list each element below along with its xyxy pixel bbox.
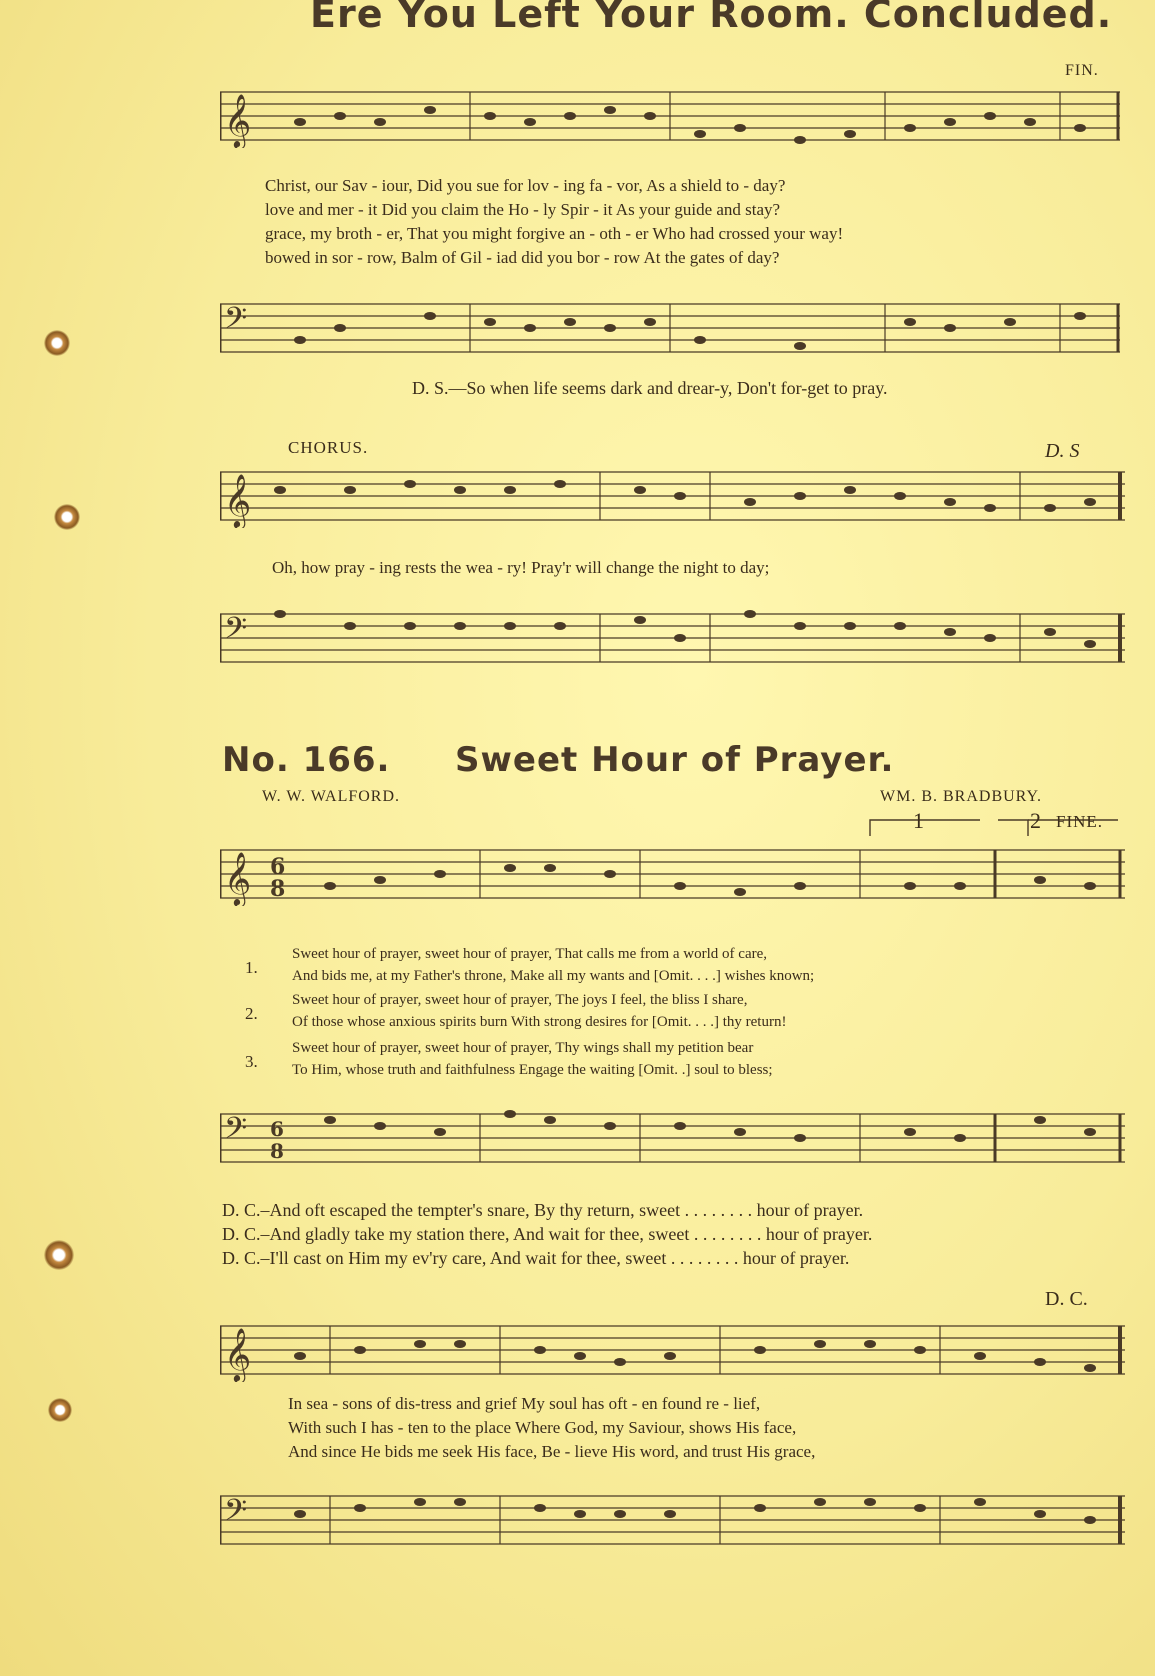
- svg-text:8: 8: [270, 876, 286, 902]
- composer: WM. B. BRADBURY.: [880, 788, 1042, 805]
- fine-mark-2: FINE.: [1056, 812, 1104, 831]
- svg-text:𝄢: 𝄢: [224, 1112, 248, 1153]
- verse-line: love and mer - it Did you claim the Ho - ly Spir - it As your guide and stay?: [265, 200, 781, 219]
- ds-mark: D. S: [1045, 440, 1080, 462]
- svg-text:𝄞: 𝄞: [224, 473, 252, 527]
- dc-line: D. C.–I'll cast on Him my ev'ry care, And wait for thee, sweet . . . . . . . . hour of prayer.: [222, 1248, 850, 1268]
- verse-number: 3.: [245, 1052, 258, 1071]
- ending-1: 1: [913, 808, 924, 833]
- svg-text:𝄞: 𝄞: [224, 851, 252, 905]
- chorus-label: CHORUS.: [288, 438, 369, 457]
- verse-line: Sweet hour of prayer, sweet hour of prayer, That calls me from a world of care,: [292, 946, 768, 962]
- binder-hole: [44, 330, 70, 356]
- verse-line: Sweet hour of prayer, sweet hour of prayer, Thy wings shall my petition bear: [292, 1040, 754, 1056]
- verse-number: 2.: [245, 1004, 258, 1023]
- verse-number: 1.: [245, 958, 258, 977]
- svg-text:𝄞: 𝄞: [224, 93, 252, 147]
- bass-staff-4: [220, 1492, 1125, 1552]
- verse-line: To Him, whose truth and faithfulness Engage the waiting [Omit. .] soul to bless;: [292, 1062, 773, 1078]
- svg-text:𝄢: 𝄢: [224, 1494, 248, 1535]
- bass-staff-2: [220, 610, 1125, 670]
- treble-staff-2: [220, 468, 1125, 528]
- dc-line: D. C.–And oft escaped the tempter's snare, By thy return, sweet . . . . . . . . hour of prayer.: [222, 1200, 864, 1220]
- svg-text:6: 6: [270, 854, 286, 880]
- verse-line: bowed in sor - row, Balm of Gil - iad did you bor - row At the gates of day?: [265, 248, 780, 267]
- treble-staff-4: [220, 1322, 1125, 1382]
- verse-line: grace, my broth - er, That you might forgive an - oth - er Who had crossed your way!: [265, 224, 844, 243]
- svg-text:𝄞: 𝄞: [224, 1327, 252, 1381]
- verse-line: Sweet hour of prayer, sweet hour of prayer, The joys I feel, the bliss I share,: [292, 992, 748, 1008]
- lyric-line: And since He bids me seek His face, Be - lieve His word, and trust His grace,: [288, 1442, 816, 1461]
- svg-text:8: 8: [270, 1139, 284, 1163]
- hymn2-title: Sweet Hour of Prayer.: [455, 740, 895, 780]
- ds-line: D. S.—So when life seems dark and drear-y, Don't for-get to pray.: [412, 378, 888, 398]
- svg-text:𝄢: 𝄢: [224, 612, 248, 653]
- verse-line: Of those whose anxious spirits burn With strong desires for [Omit. . . .] thy return!: [292, 1014, 787, 1030]
- binder-hole: [48, 1398, 72, 1422]
- dc-line: D. C.–And gladly take my station there, And wait for thee, sweet . . . . . . . . hour of prayer.: [222, 1224, 873, 1244]
- lyric-line: With such I has - ten to the place Where God, my Saviour, shows His face,: [288, 1418, 797, 1437]
- dc-mark: D. C.: [1045, 1288, 1088, 1310]
- treble-staff-3: [220, 846, 1125, 906]
- chorus-line: Oh, how pray - ing rests the wea - ry! Pray'r will change the night to day;: [272, 558, 770, 577]
- ending-2: 2: [1030, 808, 1041, 833]
- verse-line: Christ, our Sav - iour, Did you sue for lov - ing fa - vor, As a shield to - day?: [265, 176, 786, 195]
- bass-staff-1: [220, 300, 1120, 360]
- fine-mark: FIN.: [1065, 62, 1099, 79]
- bass-staff-3: [220, 1110, 1125, 1170]
- verse-line: And bids me, at my Father's throne, Make all my wants and [Omit. . . .] wishes known;: [292, 968, 815, 984]
- author: W. W. WALFORD.: [262, 788, 401, 805]
- binder-hole: [44, 1240, 74, 1270]
- svg-text:6: 6: [270, 1117, 284, 1141]
- treble-staff-1: [220, 88, 1120, 148]
- svg-text:𝄢: 𝄢: [224, 302, 248, 343]
- lyric-line: In sea - sons of dis-tress and grief My soul has oft - en found re - lief,: [288, 1394, 761, 1413]
- hymn1-title: Ere You Left Your Room. Concluded.: [310, 0, 1113, 36]
- hymn2-number: No. 166.: [222, 740, 391, 780]
- binder-hole: [54, 504, 80, 530]
